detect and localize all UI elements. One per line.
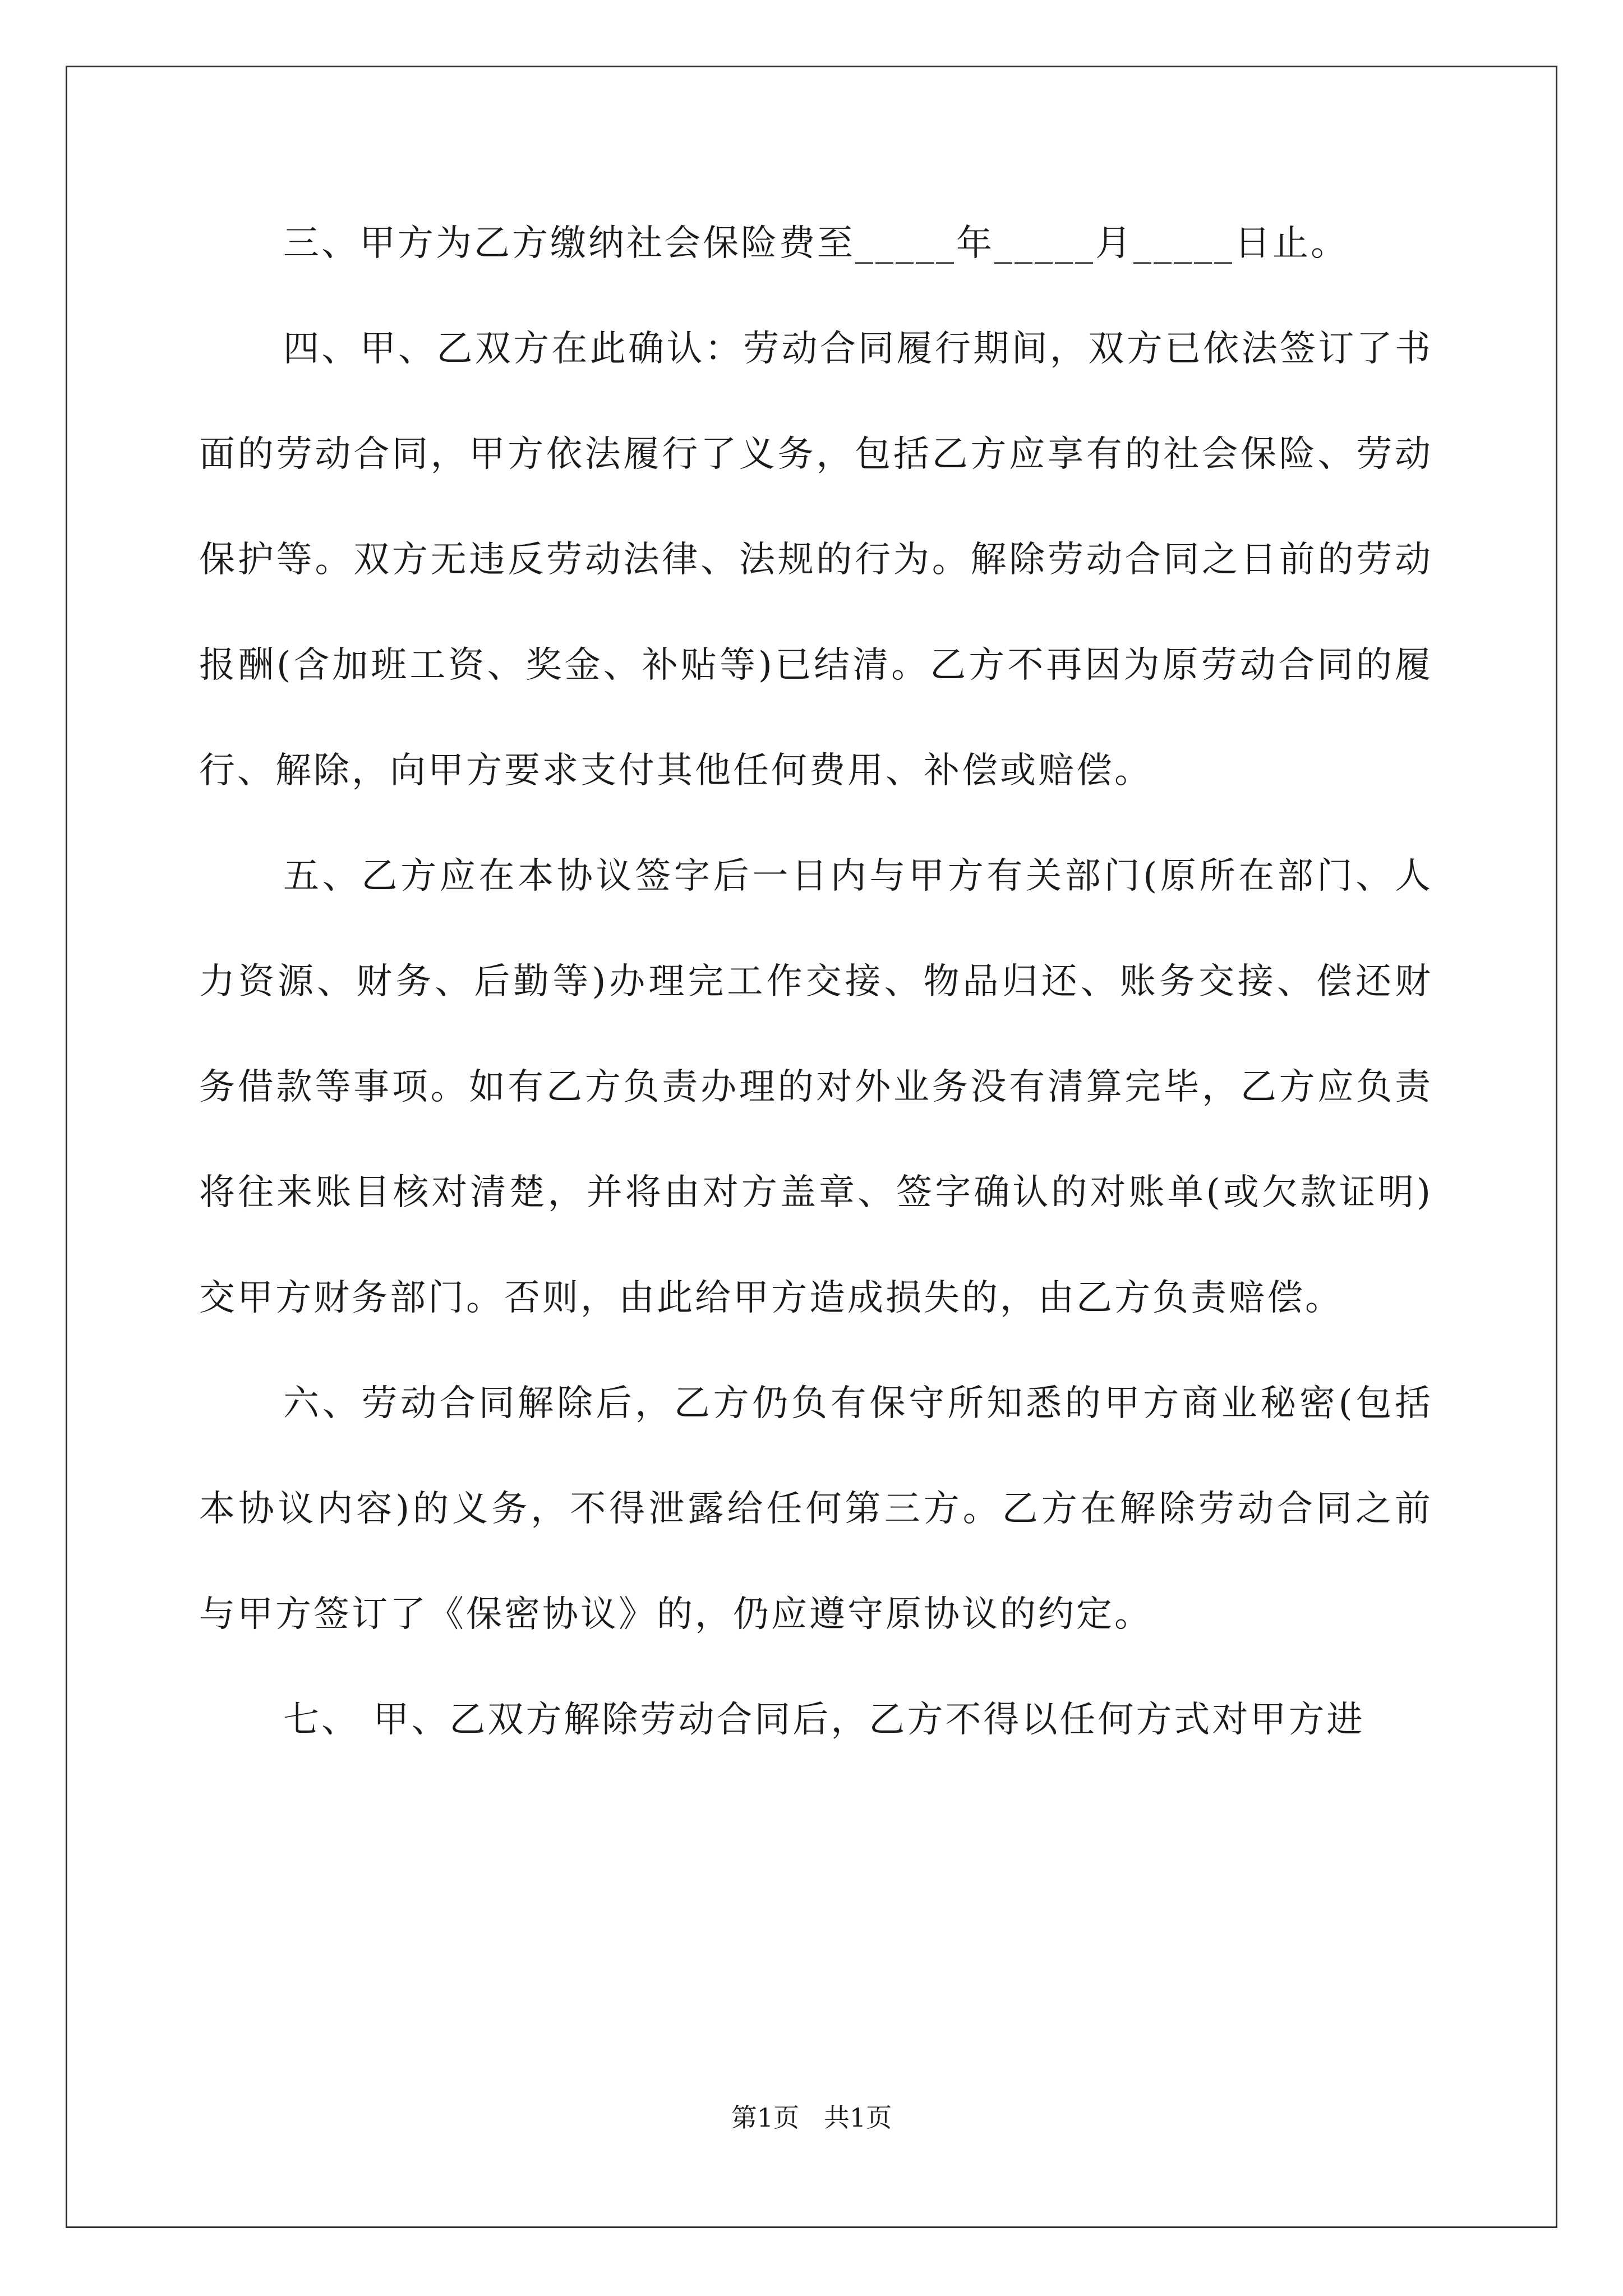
clause-7-paragraph: 七、 甲、乙双方解除劳动合同后，乙方不得以任何方式对甲方进 — [283, 1699, 1365, 1741]
document-body — [199, 191, 1433, 1773]
clause-6-paragraph: 六、劳动合同解除后，乙方仍负有保守所知悉的甲方商业秘密(包括本协议内容)的义务，不得泄露给任何第三方。乙方在解除劳动合同之前与甲方签订了《保密协议》的，仍应遵守原协议的约定。 — [199, 1383, 1433, 1635]
clause-5-paragraph: 五、乙方应在本协议签字后一日内与甲方有关部门(原所在部门、人力资源、财务、后勤等)办理完工作交接、物品归还、账务交接、偿还财务借款等事项。如有乙方负责办理的对外业务没有清算完毕，乙方应负责将往来账目核对清楚，并将由对方盖章、签字确认的对账单(或欠款证明)交甲方财务部门。否则，由此给甲方造成损失的，由乙方负责赔偿。 — [199, 855, 1433, 1319]
clause-3-paragraph: 三、甲方为乙方缴纳社会保险费至_____年_____月_____日止。 — [283, 223, 1349, 264]
page-number-footer: 第1页 共1页 — [731, 2102, 892, 2133]
clause-4-paragraph: 四、甲、乙双方在此确认：劳动合同履行期间，双方已依法签订了书面的劳动合同，甲方依法履行了义务，包括乙方应享有的社会保险、劳动保护等。双方无违反劳动法律、法规的行为。解除劳动合同之日前的劳动报酬(含加班工资、奖金、补贴等)已结清。乙方不再因为原劳动合同的履行、解除，向甲方要求支付其他任何费用、补偿或赔偿。 — [199, 328, 1433, 792]
